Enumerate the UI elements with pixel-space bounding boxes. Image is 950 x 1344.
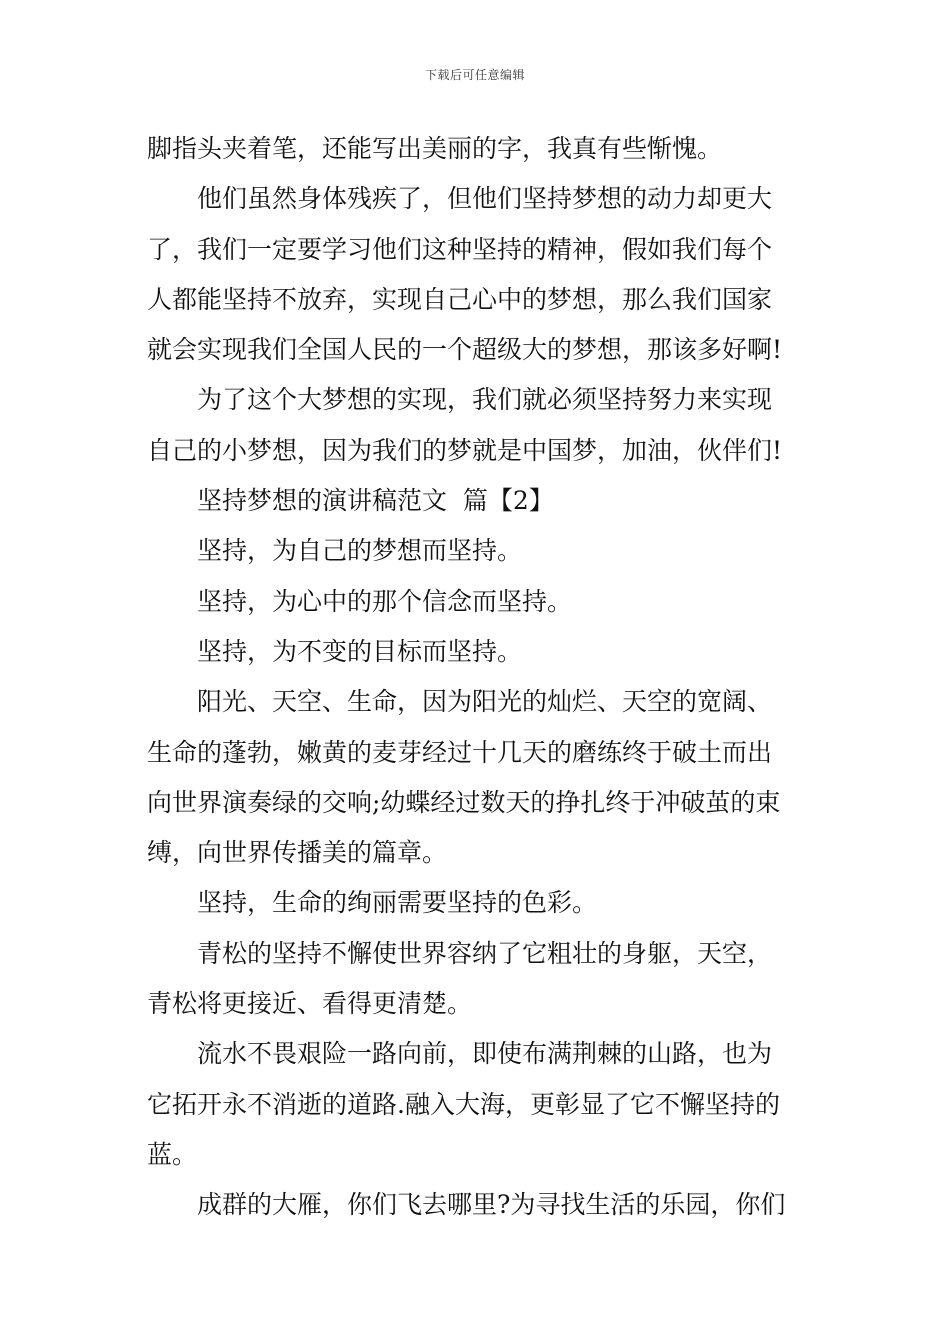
text-line: 坚持，生命的绚丽需要坚持的色彩。 (197, 888, 598, 918)
section-heading: 坚持梦想的演讲稿范文 篇【2】 (197, 486, 554, 516)
document-body (147, 124, 809, 1231)
text-line: 阳光、天空、生命，因为阳光的灿烂、天空的宽阔、 (197, 687, 773, 717)
text-line: 向世界演奏绿的交响;幼蝶经过数天的挣扎终于冲破茧的束 (147, 787, 781, 817)
text-line: 人都能坚持不放弃，实现自己心中的梦想，那么我们国家 (147, 284, 773, 314)
text-line: 坚持，为心中的那个信念而坚持。 (197, 586, 573, 616)
text-line: 青松将更接近、看得更清楚。 (147, 989, 473, 1019)
text-line: 坚持，为自己的梦想而坚持。 (197, 536, 523, 566)
text-line: 蓝。 (147, 1139, 198, 1169)
text-line: 坚持，为不变的目标而坚持。 (197, 636, 523, 666)
text-line: 成群的大雁，你们飞去哪里?为寻找生活的乐园，你们 (197, 1190, 786, 1220)
text-line: 了，我们一定要学习他们这种坚持的精神，假如我们每个 (147, 234, 773, 264)
text-line: 脚指头夹着笔，还能写出美丽的字，我真有些惭愧。 (147, 134, 723, 163)
page-header-note: 下载后可任意编辑 (424, 68, 525, 82)
text-line: 缚，向世界传播美的篇章。 (147, 838, 448, 868)
text-line: 流水不畏艰险一路向前，即使布满荆棘的山路，也为 (197, 1039, 773, 1069)
text-line: 为了这个大梦想的实现，我们就必须坚持努力来实现 (197, 385, 773, 415)
text-line: 生命的蓬勃，嫩黄的麦芽经过十几天的磨练终于破土而出 (147, 737, 773, 767)
text-line: 他们虽然身体残疾了，但他们坚持梦想的动力却更大 (197, 184, 773, 214)
text-line: 青松的坚持不懈使世界容纳了它粗壮的身躯，天空， (197, 938, 773, 968)
text-line: 自己的小梦想，因为我们的梦就是中国梦，加油，伙伴们! (147, 435, 783, 465)
text-line: 它拓开永不消逝的道路.融入大海，更彰显了它不懈坚持的 (147, 1089, 780, 1119)
text-line: 就会实现我们全国人民的一个超级大的梦想，那该多好啊! (147, 335, 783, 365)
